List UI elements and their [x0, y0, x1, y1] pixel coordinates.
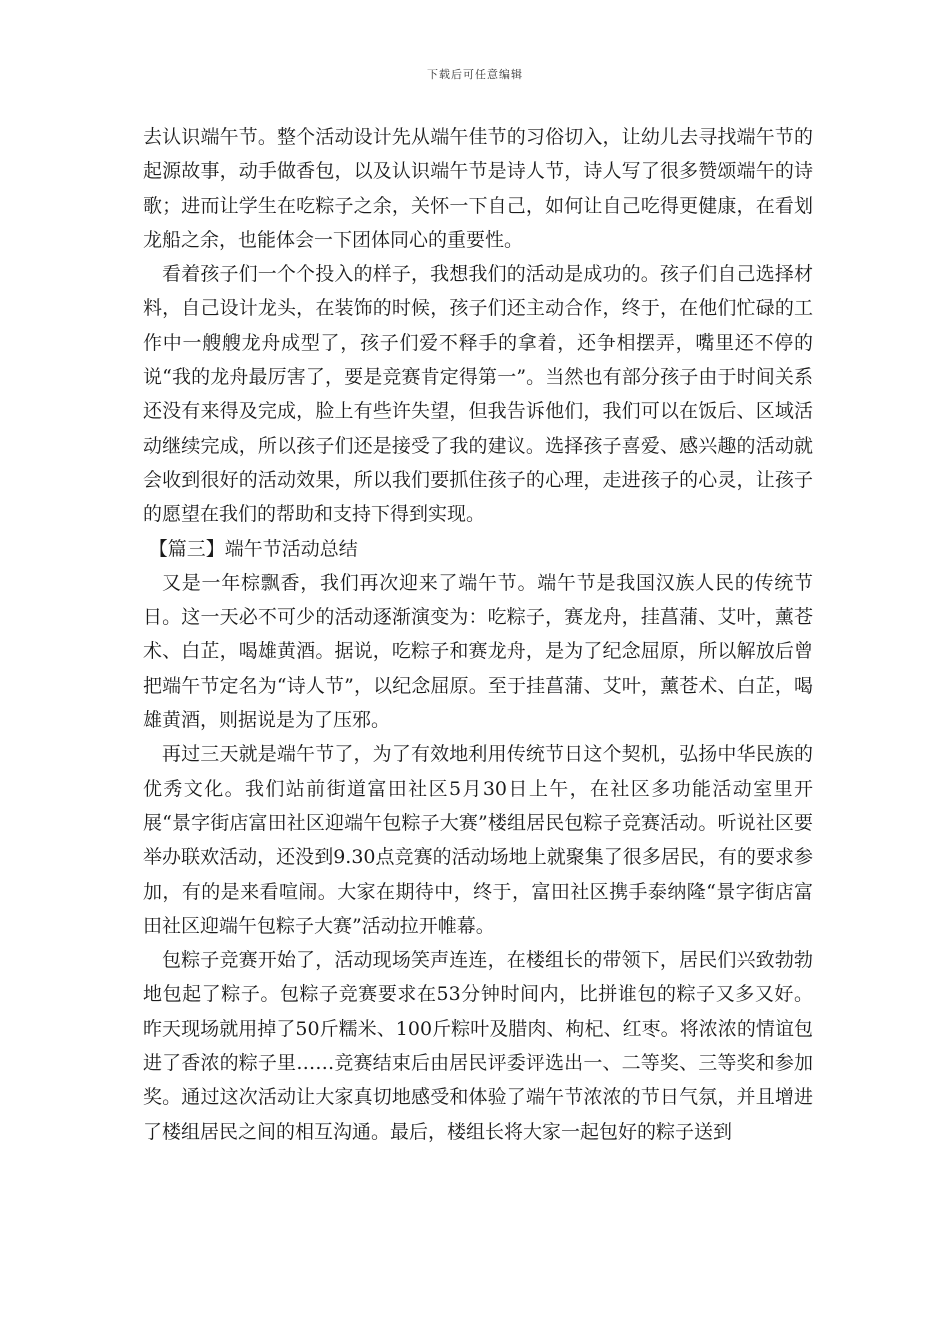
paragraph-3: 又是一年棕飘香，我们再次迎来了端午节。端午节是我国汉族人民的传统节日。这一天必不可少的活动逐渐演变为：吃粽子，赛龙舟，挂菖蒲、艾叶，薰苍术、白芷，喝雄黄酒。据说，吃粽子和赛龙舟，是为了纪念屈原，所以解放后曾把端午节定名为“诗人节”，以纪念屈原。至于挂菖蒲、艾叶，薰苍术、白芷，喝雄黄酒，则据说是为了压邪。	[143, 571, 813, 732]
section-heading: 【篇三】端午节活动总结	[148, 537, 358, 560]
page-header-note: 下载后可任意编辑	[427, 68, 523, 81]
document-body	[143, 120, 813, 1149]
paragraph-2: 看着孩子们一个个投入的样子，我想我们的活动是成功的。孩子们自己选择材料，自己设计龙头，在装饰的时候，孩子们还主动合作，终于，在他们忙碌的工作中一艘艘龙舟成型了，孩子们爱不释手的拿着，还争相摆弄，嘴里还不停的说“我的龙舟最厉害了，要是竞赛肯定得第一”。当然也有部分孩子由于时间关系还没有来得及完成，脸上有些许失望，但我告诉他们，我们可以在饭后、区域活动继续完成，所以孩子们还是接受了我的建议。选择孩子喜爱、感兴趣的活动就会收到很好的活动效果，所以我们要抓住孩子的心理，走进孩子的心灵，让孩子的愿望在我们的帮助和支持下得到实现。	[143, 263, 813, 526]
paragraph-5: 包粽子竞赛开始了，活动现场笑声连连，在楼组长的带领下，居民们兴致勃勃地包起了粽子。包粽子竞赛要求在53分钟时间内，比拼谁包的粽子又多又好。昨天现场就用掉了50斤糯米、100斤粽叶及腊肉、枸杞、红枣。将浓浓的情谊包进了香浓的粽子里……竞赛结束后由居民评委评选出一、二等奖、三等奖和参加奖。通过这次活动让大家真切地感受和体验了端午节浓浓的节日气氛，并且增进了楼组居民之间的相互沟通。最后，楼组长将大家一起包好的粽子送到	[143, 949, 813, 1143]
paragraph-1: 去认识端午节。整个活动设计先从端午佳节的习俗切入，让幼儿去寻找端午节的起源故事，动手做香包，以及认识端午节是诗人节，诗人写了很多赞颂端午的诗歌；进而让学生在吃粽子之余，关怀一下自己，如何让自己吃得更健康，在看划龙船之余，也能体会一下团体同心的重要性。	[143, 126, 813, 251]
paragraph-4: 再过三天就是端午节了，为了有效地利用传统节日这个契机，弘扬中华民族的优秀文化。我们站前街道富田社区5月30日上午，在社区多功能活动室里开展“景字街店富田社区迎端午包粽子大赛”楼组居民包粽子竞赛活动。听说社区要举办联欢活动，还没到9.30点竞赛的活动场地上就聚集了很多居民，有的要求参加，有的是来看喧闹。大家在期待中，终于，富田社区携手泰纳隆“景字街店富田社区迎端午包粽子大赛”活动拉开帷幕。	[143, 743, 813, 937]
